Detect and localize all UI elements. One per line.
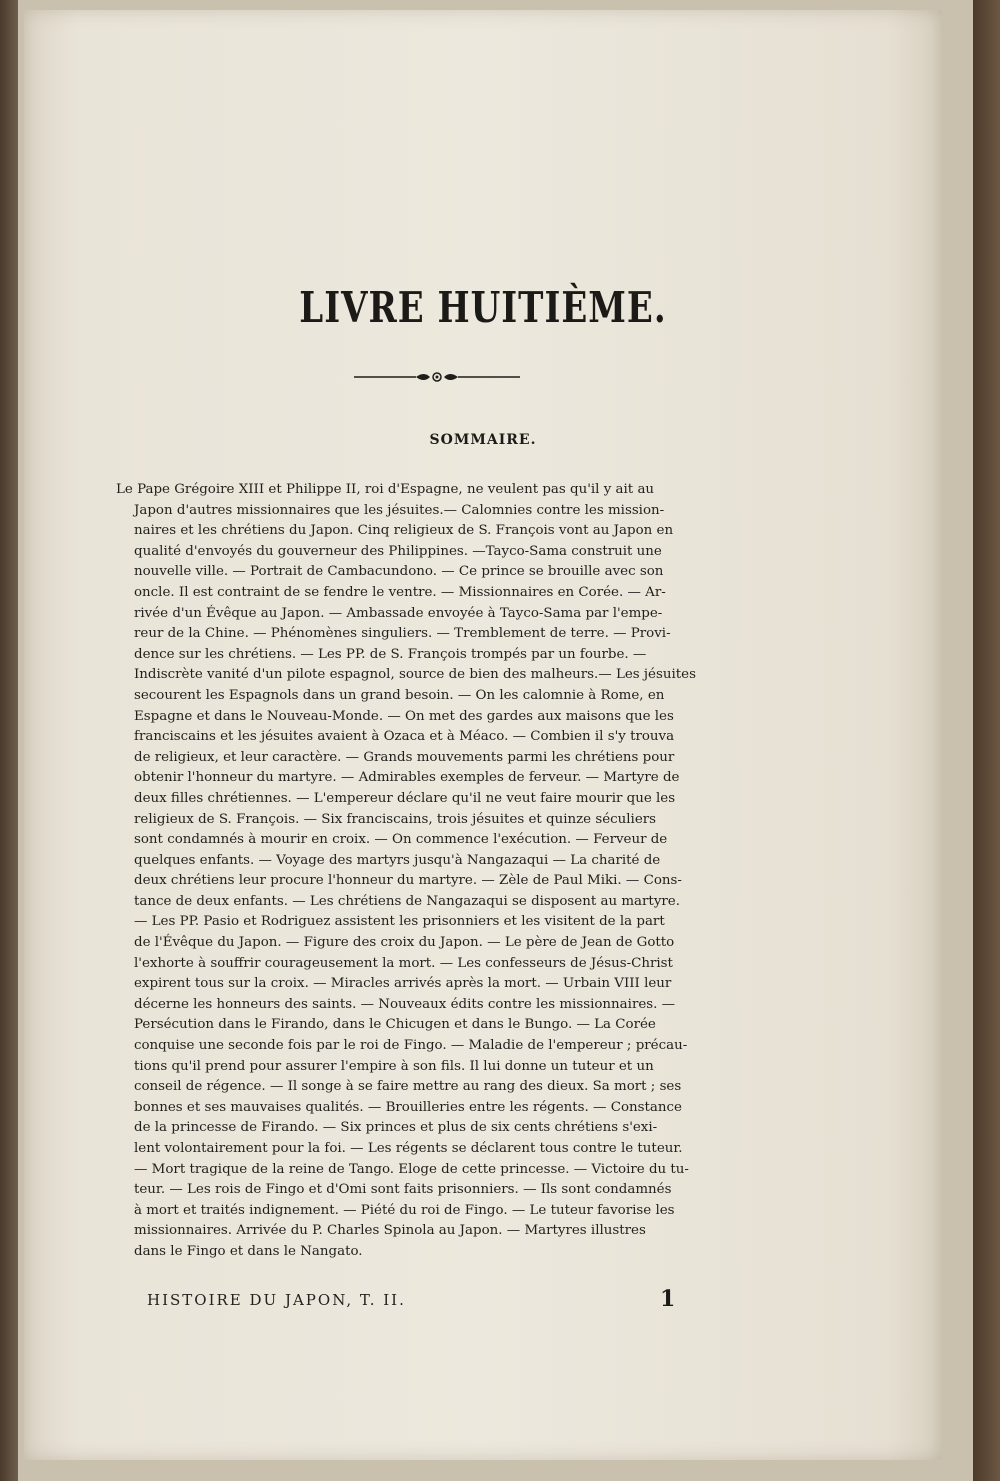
summary-line: expirent tous sur la croix. — Miracles arrivés après la mort. — Urbain VIII leur — [134, 976, 672, 992]
summary-line: reur de la Chine. — Phénomènes singuliers. — Tremblement de terre. — Provi- — [134, 626, 671, 642]
summary-line: nouvelle ville. — Portrait de Cambacundono. — Ce prince se brouille avec son — [134, 564, 664, 580]
summary-line: naires et les chrétiens du Japon. Cinq religieux de S. François vont au Japon en — [134, 523, 674, 539]
running-footer-title: HISTOIRE DU JAPON, T. II. — [147, 1291, 406, 1309]
summary-line: l'exhorte à souffrir courageusement la mort. — Les confesseurs de Jésus-Christ — [134, 955, 673, 971]
ornament-divider-icon — [354, 370, 520, 384]
summary-line: Le Pape Grégoire XIII et Philippe II, roi d'Espagne, ne veulent pas qu'il y ait au — [116, 482, 655, 497]
summary-line: Indiscrète vanité d'un pilote espagnol, source de bien des malheurs.— Les jésuites — [134, 667, 696, 683]
summary-line: rivée d'un Évêque au Japon. — Ambassade envoyée à Tayco-Sama par l'empe- — [134, 605, 663, 621]
summary-line: de religieux, et leur caractère. — Grands mouvements parmi les chrétiens pour — [134, 749, 675, 765]
summary-line: dans le Fingo et dans le Nangato. — [134, 1243, 363, 1259]
page-number: 1 — [660, 1286, 676, 1312]
summary-line: obtenir l'honneur du martyre. — Admirables exemples de ferveur. — Martyre de — [134, 770, 680, 786]
summary-line: conseil de régence. — Il songe à se faire mettre au rang des dieux. Sa mort ; ses — [134, 1079, 682, 1095]
chapter-title: LIVRE HUITIÈME. — [299, 283, 667, 333]
section-heading: SOMMAIRE. — [429, 432, 537, 448]
summary-line: franciscains et les jésuites avaient à Ozaca et à Méaco. — Combien il s'y trouva — [134, 729, 675, 745]
summary-line: conquise une seconde fois par le roi de Fingo. — Maladie de l'empereur ; précau- — [134, 1038, 688, 1054]
summary-line: qualité d'envoyés du gouverneur des Philippines. —Tayco-Sama construit une — [134, 543, 662, 559]
summary-line: sont condamnés à mourir en croix. — On commence l'exécution. — Ferveur de — [134, 832, 668, 848]
summary-line: — Les PP. Pasio et Rodriguez assistent les prisonniers et les visitent de la part — [134, 914, 665, 930]
summary-line: décerne les honneurs des saints. — Nouveaux édits contre les missionnaires. — — [134, 996, 676, 1012]
summary-line: de la princesse de Firando. — Six princes et plus de six cents chrétiens s'exi- — [134, 1120, 658, 1136]
summary-line: deux filles chrétiennes. — L'empereur déclare qu'il ne veut faire mourir que les — [134, 790, 676, 806]
summary-line: bonnes et ses mauvaises qualités. — Brouilleries entre les régents. — Constance — [134, 1099, 682, 1115]
summary-line: Persécution dans le Firando, dans le Chicugen et dans le Bungo. — La Corée — [134, 1017, 656, 1033]
summary-line: quelques enfants. — Voyage des martyrs jusqu'à Nangazaqui — La charité de — [134, 852, 661, 868]
summary-line: Japon d'autres missionnaires que les jésuites.— Calomnies contre les mission- — [134, 502, 665, 518]
summary-line: teur. — Les rois de Fingo et d'Omi sont faits prisonniers. — Ils sont condamnés — [134, 1182, 672, 1198]
summary-line: lent volontairement pour la foi. — Les régents se déclarent tous contre le tuteur. — [134, 1141, 683, 1156]
summary-line: — Mort tragique de la reine de Tango. Eloge de cette princesse. — Victoire du tu- — [134, 1161, 689, 1177]
book-page — [24, 10, 942, 1460]
summary-line: à mort et traités indignement. — Piété du roi de Fingo. — Le tuteur favorise les — [134, 1202, 675, 1218]
summary-line: tions qu'il prend pour assurer l'empire à son fils. Il lui donne un tuteur et un — [134, 1058, 654, 1074]
summary-line: secourent les Espagnols dans un grand besoin. — On les calomnie à Rome, en — [134, 687, 665, 703]
summary-line: tance de deux enfants. — Les chrétiens de Nangazaqui se disposent au martyre. — [134, 893, 680, 909]
summary-line: de l'Évêque du Japon. — Figure des croix du Japon. — Le père de Jean de Gotto — [134, 935, 675, 951]
summary-line: Espagne et dans le Nouveau-Monde. — On met des gardes aux maisons que les — [134, 708, 674, 724]
summary-line: dence sur les chrétiens. — Les PP. de S. François trompés par un fourbe. — — [134, 646, 647, 662]
summary-line: oncle. Il est contraint de se fendre le ventre. — Missionnaires en Corée. — Ar- — [134, 584, 666, 600]
summary-line: missionnaires. Arrivée du P. Charles Spinola au Japon. — Martyres illustres — [134, 1223, 646, 1239]
summary-line: deux chrétiens leur procure l'honneur du martyre. — Zèle de Paul Miki. — Cons- — [134, 873, 682, 889]
summary-paragraph — [116, 480, 744, 1263]
summary-line: religieux de S. François. — Six franciscains, trois jésuites et quinze séculiers — [134, 811, 657, 827]
